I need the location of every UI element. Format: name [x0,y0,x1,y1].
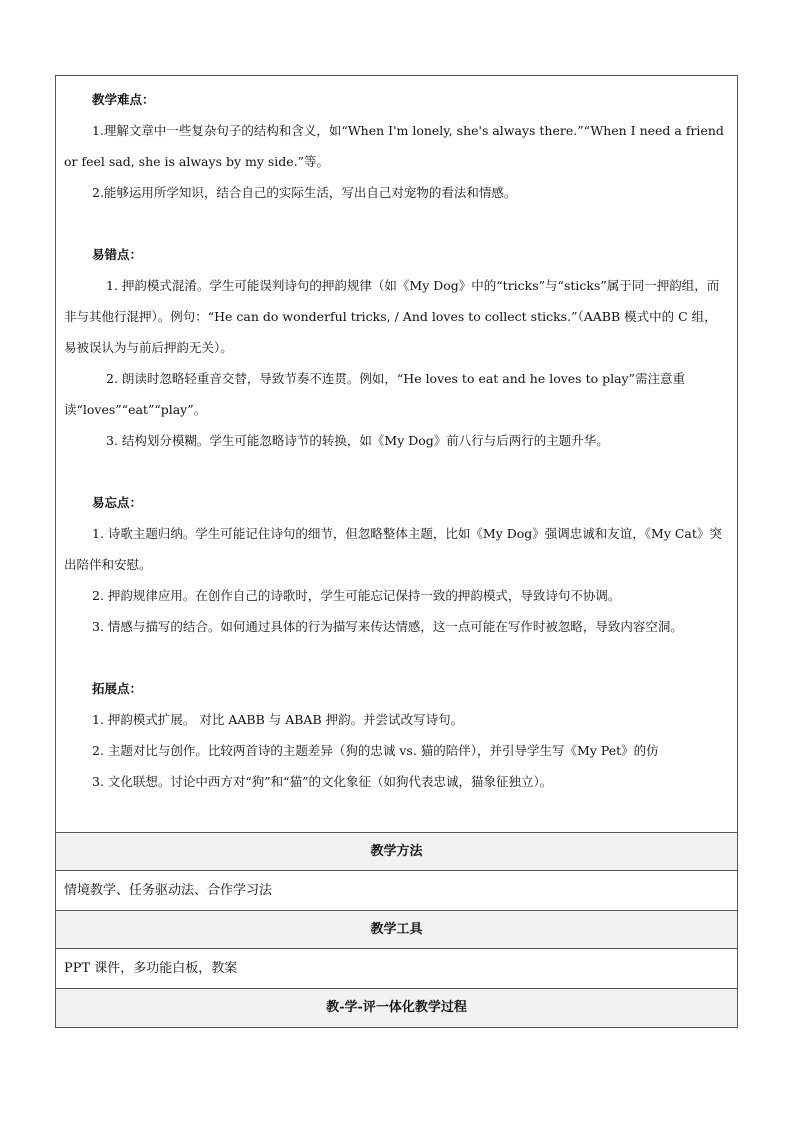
extension-title: 拓展点： [92,681,143,696]
error-prone-title: 易错点： [92,247,143,262]
error-prone-item: 3. 结构划分模糊。学生可能忽略诗节的转换，如《My Dog》前八行与后两行的主题升华。 [106,433,609,448]
spacer [64,208,729,239]
forgettable-item: 2. 押韵规律应用。在创作自己的诗歌时，学生可能忘记保持一致的押韵模式，导致诗句不协调。 [92,588,621,603]
tools-header: 教学工具 [56,911,737,949]
error-prone-item: 1. 押韵模式混淆。学生可能误判诗句的押韵规律（如《My Dog》中的“tricks”与“sticks”属于同一押韵组，而非与其他行混押）。例句：“He can do wonderful tricks, / And loves to collect sticks.”（AABB 模式中的 C 组，易被误认为与前后押韵无关）。 [64,278,720,355]
difficult-point-item: 1.理解文章中一些复杂句子的结构和含义，如“When I'm lonely, she's always there.”“When I need a friend or feel sad, she is always by my side.”等。 [64,123,724,169]
forgettable-item: 3. 情感与描写的结合。如何通过具体的行为描写来传达情感，这一点可能在写作时被忽略，导致内容空洞。 [92,619,683,634]
forgettable-item: 1. 诗歌主题归纳。学生可能记住诗句的细节，但忽略整体主题，比如《My Dog》强调忠诚和友谊，《My Cat》突出陪伴和安慰。 [64,526,722,572]
tools-content: PPT 课件，多功能白板，教案 [56,949,737,989]
error-prone-item: 2. 朗读时忽略轻重音交替，导致节奏不连贯。例如，“He loves to eat and he loves to play”需注意重读“loves”“eat”“play”。 [64,371,685,417]
methods-content: 情境教学、任务驱动法、合作学习法 [56,871,737,911]
difficult-points-title: 教学难点： [92,92,155,107]
key-points-cell [56,76,737,833]
extension-item: 2. 主题对比与创作。比较两首诗的主题差异（狗的忠诚 vs. 猫的陪伴），并引导学生写《My Pet》的仿 [92,743,659,758]
spacer [64,456,729,487]
spacer [64,642,729,673]
difficult-point-item: 2.能够运用所学知识，结合自己的实际生活，写出自己对宠物的看法和情感。 [92,185,517,200]
forgettable-title: 易忘点： [92,495,143,510]
methods-header: 教学方法 [56,833,737,871]
lesson-plan-table [55,75,738,1028]
extension-item: 1. 押韵模式扩展。 对比 AABB 与 ABAB 押韵。并尝试改写诗句。 [92,712,464,727]
extension-item: 3. 文化联想。讨论中西方对“狗”和“猫”的文化象征（如狗代表忠诚，猫象征独立）。 [92,774,553,789]
process-header: 教-学-评一体化教学过程 [56,989,737,1027]
